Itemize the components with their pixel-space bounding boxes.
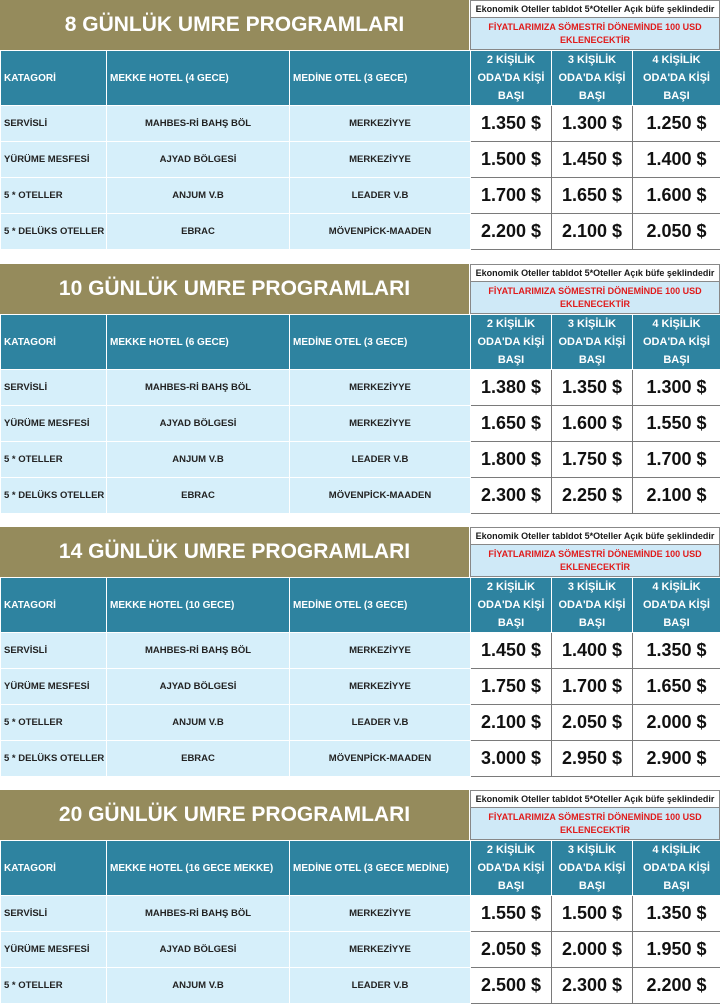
program-section [0,0,720,250]
category-cell: SERVİSLİ [1,370,107,406]
program-section [0,527,720,777]
price-double: 2.100 $ [471,705,552,741]
header-medine: MEDİNE OTEL (3 GECE) [290,315,471,370]
price-table [0,577,720,777]
program-title: 14 GÜNLÜK UMRE PROGRAMLARI [0,527,470,577]
medine-hotel-cell: MERKEZİYYE [290,370,471,406]
meal-note: Ekonomik Oteller tabldot 5*Oteller Açık büfe şeklindedir [470,264,720,282]
header-double: 2 KİŞİLİK ODA'DA KİŞİ BAŞI [471,51,552,106]
category-cell: YÜRÜME MESFESİ [1,142,107,178]
program-title: 20 GÜNLÜK UMRE PROGRAMLARI [0,790,470,840]
price-double: 2.500 $ [471,968,552,1004]
category-cell: 5 * DELÜKS OTELLER [1,741,107,777]
price-double: 1.380 $ [471,370,552,406]
header-row [1,841,720,896]
program-section [0,790,720,1004]
price-quad: 1.400 $ [633,142,720,178]
medine-hotel-cell: MERKEZİYYE [290,896,471,932]
program-title: 8 GÜNLÜK UMRE PROGRAMLARI [0,0,470,50]
table-row [1,406,720,442]
header-medine: MEDİNE OTEL (3 GECE) [290,51,471,106]
header-triple: 3 KİŞİLİK ODA'DA KİŞİ BAŞI [552,841,633,896]
category-cell: SERVİSLİ [1,633,107,669]
price-quad: 1.350 $ [633,633,720,669]
price-quad: 1.700 $ [633,442,720,478]
medine-hotel-cell: MERKEZİYYE [290,932,471,968]
header-mekke: MEKKE HOTEL (16 GECE MEKKE) [107,841,290,896]
header-mekke: MEKKE HOTEL (4 GECE) [107,51,290,106]
price-triple: 1.500 $ [552,896,633,932]
price-double: 1.350 $ [471,106,552,142]
category-cell: SERVİSLİ [1,106,107,142]
medine-hotel-cell: MERKEZİYYE [290,669,471,705]
price-double: 2.200 $ [471,214,552,250]
price-quad: 1.250 $ [633,106,720,142]
header-double: 2 KİŞİLİK ODA'DA KİŞİ BAŞI [471,578,552,633]
program-title: 10 GÜNLÜK UMRE PROGRAMLARI [0,264,470,314]
mekke-hotel-cell: AJYAD BÖLGESİ [107,669,290,705]
price-triple: 2.950 $ [552,741,633,777]
price-triple: 2.300 $ [552,968,633,1004]
header-quad: 4 KİŞİLİK ODA'DA KİŞİ BAŞI [633,51,720,106]
table-row [1,633,720,669]
price-quad: 1.550 $ [633,406,720,442]
price-warning: FİYATLARIMIZA SÖMESTRİ DÖNEMİNDE 100 USD EKLENECEKTİR [470,282,720,314]
price-double: 1.550 $ [471,896,552,932]
price-warning: FİYATLARIMIZA SÖMESTRİ DÖNEMİNDE 100 USD EKLENECEKTİR [470,545,720,577]
header-mekke: MEKKE HOTEL (6 GECE) [107,315,290,370]
medine-hotel-cell: MÖVENPİCK-MAADEN [290,478,471,514]
medine-hotel-cell: LEADER V.B [290,705,471,741]
table-row [1,741,720,777]
price-triple: 2.050 $ [552,705,633,741]
header-quad: 4 KİŞİLİK ODA'DA KİŞİ BAŞI [633,578,720,633]
price-quad: 2.100 $ [633,478,720,514]
header-quad: 4 KİŞİLİK ODA'DA KİŞİ BAŞI [633,315,720,370]
price-quad: 1.350 $ [633,896,720,932]
price-quad: 1.650 $ [633,669,720,705]
header-medine: MEDİNE OTEL (3 GECE MEDİNE) [290,841,471,896]
price-double: 1.650 $ [471,406,552,442]
mekke-hotel-cell: AJYAD BÖLGESİ [107,932,290,968]
mekke-hotel-cell: MAHBES-Rİ BAHŞ BÖL [107,896,290,932]
table-row [1,896,720,932]
header-medine: MEDİNE OTEL (3 GECE) [290,578,471,633]
price-triple: 1.350 $ [552,370,633,406]
category-cell: 5 * OTELLER [1,968,107,1004]
price-quad: 1.300 $ [633,370,720,406]
table-row [1,669,720,705]
price-quad: 2.200 $ [633,968,720,1004]
table-row [1,442,720,478]
category-cell: SERVİSLİ [1,896,107,932]
category-cell: YÜRÜME MESFESİ [1,932,107,968]
price-triple: 1.600 $ [552,406,633,442]
price-double: 3.000 $ [471,741,552,777]
mekke-hotel-cell: MAHBES-Rİ BAHŞ BÖL [107,106,290,142]
mekke-hotel-cell: EBRAC [107,214,290,250]
header-category: KATAGORİ [1,51,107,106]
price-quad: 2.050 $ [633,214,720,250]
price-triple: 1.650 $ [552,178,633,214]
mekke-hotel-cell: EBRAC [107,741,290,777]
category-cell: 5 * OTELLER [1,442,107,478]
medine-hotel-cell: LEADER V.B [290,442,471,478]
medine-hotel-cell: MERKEZİYYE [290,142,471,178]
table-row [1,705,720,741]
price-triple: 2.100 $ [552,214,633,250]
header-row [1,51,720,106]
medine-hotel-cell: MERKEZİYYE [290,633,471,669]
category-cell: 5 * OTELLER [1,705,107,741]
price-triple: 1.400 $ [552,633,633,669]
price-table [0,50,720,250]
medine-hotel-cell: MERKEZİYYE [290,406,471,442]
meal-note: Ekonomik Oteller tabldot 5*Oteller Açık büfe şeklindedir [470,0,720,18]
price-double: 1.700 $ [471,178,552,214]
table-row [1,214,720,250]
table-row [1,932,720,968]
mekke-hotel-cell: EBRAC [107,478,290,514]
medine-hotel-cell: LEADER V.B [290,968,471,1004]
price-warning: FİYATLARIMIZA SÖMESTRİ DÖNEMİNDE 100 USD EKLENECEKTİR [470,18,720,50]
price-double: 2.050 $ [471,932,552,968]
price-triple: 2.250 $ [552,478,633,514]
program-section [0,264,720,514]
category-cell: 5 * OTELLER [1,178,107,214]
price-triple: 1.450 $ [552,142,633,178]
price-double: 1.500 $ [471,142,552,178]
price-table [0,314,720,514]
mekke-hotel-cell: ANJUM V.B [107,968,290,1004]
header-quad: 4 KİŞİLİK ODA'DA KİŞİ BAŞI [633,841,720,896]
category-cell: 5 * DELÜKS OTELLER [1,478,107,514]
price-warning: FİYATLARIMIZA SÖMESTRİ DÖNEMİNDE 100 USD EKLENECEKTİR [470,808,720,840]
price-double: 1.750 $ [471,669,552,705]
price-quad: 2.900 $ [633,741,720,777]
header-mekke: MEKKE HOTEL (10 GECE) [107,578,290,633]
header-category: KATAGORİ [1,315,107,370]
medine-hotel-cell: MÖVENPİCK-MAADEN [290,741,471,777]
meal-note: Ekonomik Oteller tabldot 5*Oteller Açık büfe şeklindedir [470,527,720,545]
mekke-hotel-cell: MAHBES-Rİ BAHŞ BÖL [107,633,290,669]
mekke-hotel-cell: AJYAD BÖLGESİ [107,142,290,178]
mekke-hotel-cell: MAHBES-Rİ BAHŞ BÖL [107,370,290,406]
price-double: 2.300 $ [471,478,552,514]
price-triple: 1.750 $ [552,442,633,478]
price-quad: 1.600 $ [633,178,720,214]
header-row [1,315,720,370]
mekke-hotel-cell: ANJUM V.B [107,705,290,741]
table-row [1,178,720,214]
medine-hotel-cell: MERKEZİYYE [290,106,471,142]
header-double: 2 KİŞİLİK ODA'DA KİŞİ BAŞI [471,315,552,370]
category-cell: YÜRÜME MESFESİ [1,406,107,442]
table-row [1,106,720,142]
header-triple: 3 KİŞİLİK ODA'DA KİŞİ BAŞI [552,51,633,106]
header-double: 2 KİŞİLİK ODA'DA KİŞİ BAŞI [471,841,552,896]
price-table [0,840,720,1004]
price-quad: 2.000 $ [633,705,720,741]
price-double: 1.800 $ [471,442,552,478]
price-quad: 1.950 $ [633,932,720,968]
table-row [1,478,720,514]
medine-hotel-cell: MÖVENPİCK-MAADEN [290,214,471,250]
header-triple: 3 KİŞİLİK ODA'DA KİŞİ BAŞI [552,315,633,370]
header-row [1,578,720,633]
medine-hotel-cell: LEADER V.B [290,178,471,214]
table-row [1,142,720,178]
price-triple: 1.700 $ [552,669,633,705]
meal-note: Ekonomik Oteller tabldot 5*Oteller Açık büfe şeklindedir [470,790,720,808]
price-triple: 2.000 $ [552,932,633,968]
mekke-hotel-cell: ANJUM V.B [107,178,290,214]
header-category: KATAGORİ [1,841,107,896]
header-category: KATAGORİ [1,578,107,633]
table-row [1,370,720,406]
mekke-hotel-cell: ANJUM V.B [107,442,290,478]
table-row [1,968,720,1004]
price-triple: 1.300 $ [552,106,633,142]
category-cell: YÜRÜME MESFESİ [1,669,107,705]
price-double: 1.450 $ [471,633,552,669]
category-cell: 5 * DELÜKS OTELLER [1,214,107,250]
header-triple: 3 KİŞİLİK ODA'DA KİŞİ BAŞI [552,578,633,633]
mekke-hotel-cell: AJYAD BÖLGESİ [107,406,290,442]
